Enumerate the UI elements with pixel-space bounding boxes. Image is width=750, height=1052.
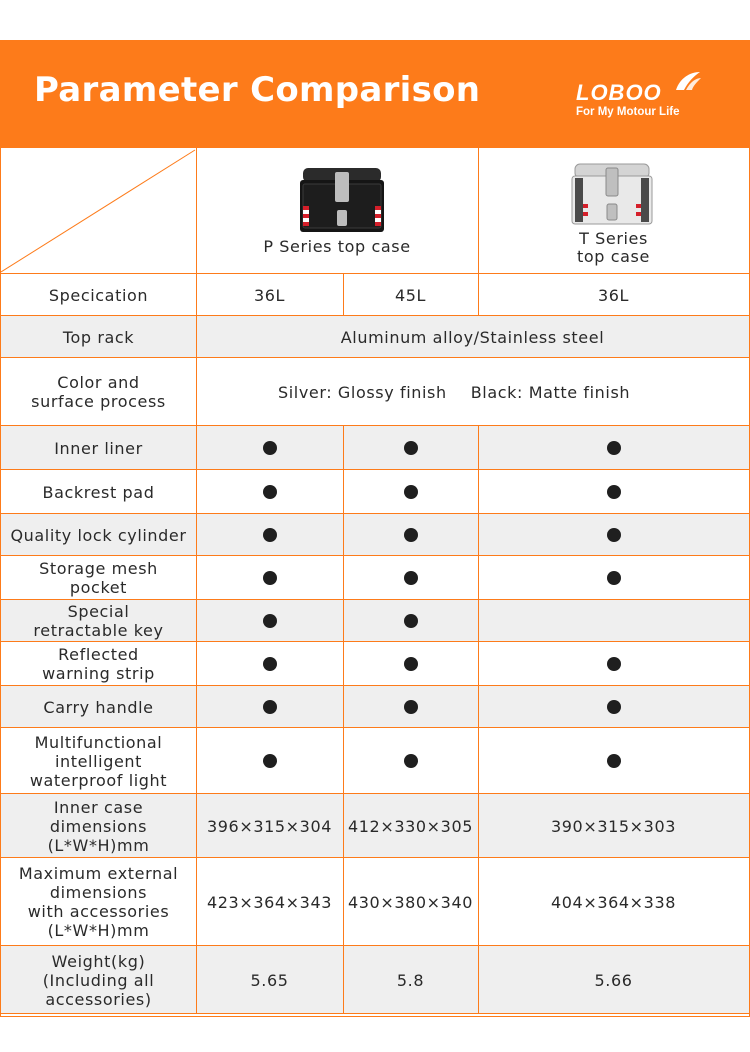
t-series-name: T Series top case: [577, 229, 650, 266]
row-label: [1, 794, 196, 858]
grid-line: [478, 946, 479, 1014]
row-label: [1, 600, 196, 642]
black-top-case-icon: [297, 162, 387, 236]
feature-dot-icon: [404, 528, 418, 542]
feature-dot-icon: [607, 657, 621, 671]
row-label-text: Inner case dimensions (L*W*H)mm: [47, 797, 150, 855]
row-label: [1, 358, 196, 426]
feature-dot-icon: [404, 657, 418, 671]
cell-p36: [196, 426, 343, 470]
merged-value-text: Aluminum alloy/Stainless steel: [340, 327, 605, 347]
cell-p45: [343, 426, 478, 470]
cell-p45-text: 430×380×340: [347, 892, 474, 912]
grid-line: [478, 470, 479, 514]
cell-p45-text: 5.8: [396, 970, 425, 990]
grid-line: [196, 148, 197, 274]
grid-line: [343, 426, 344, 470]
cell-t36-text: 390×315×303: [550, 816, 677, 836]
grid-line: [478, 148, 479, 274]
page-title: Parameter Comparison: [34, 70, 481, 110]
cell-t36-text: 5.66: [594, 970, 633, 990]
row-label-text: Carry handle: [43, 697, 154, 717]
row-label: [1, 686, 196, 728]
cell-t36: [478, 794, 749, 858]
grid-line: [196, 514, 197, 556]
cell-p36: [196, 642, 343, 686]
grid-line: [343, 514, 344, 556]
cell-t36-text: 404×364×338: [550, 892, 677, 912]
grid-line: [1, 1013, 749, 1014]
grid-line: [1, 641, 749, 642]
row-label-text: Inner liner: [54, 438, 143, 458]
grid-line: [196, 274, 197, 316]
grid-line: [478, 426, 479, 470]
grid-line: [343, 470, 344, 514]
row-label: [1, 470, 196, 514]
row-label: [1, 858, 196, 946]
feature-dot-icon: [404, 700, 418, 714]
p-series-name: P Series top case: [263, 237, 411, 256]
cell-t36: [478, 426, 749, 470]
cell-p36-text: 423×364×343: [206, 892, 333, 912]
cell-t36: [478, 858, 749, 946]
cell-p36: [196, 556, 343, 600]
feature-dot-icon: [404, 754, 418, 768]
cell-p36: [196, 600, 343, 642]
grid-line: [1, 945, 749, 946]
grid-line: [196, 600, 197, 642]
row-label: [1, 728, 196, 794]
feature-dot-icon: [263, 485, 277, 499]
grid-line: [343, 642, 344, 686]
cell-p36: [196, 514, 343, 556]
cell-p45: [343, 514, 478, 556]
feature-dot-icon: [607, 754, 621, 768]
cell-p45: [343, 794, 478, 858]
row-label-text: Storage mesh pocket: [39, 559, 158, 597]
comparison-table: [0, 148, 750, 1017]
grid-line: [478, 794, 479, 858]
feature-dot-icon: [263, 528, 277, 542]
feature-dot-icon: [404, 485, 418, 499]
row-label-text: Weight(kg) (Including all accessories): [42, 951, 155, 1009]
row-label: [1, 642, 196, 686]
feature-dot-icon: [607, 700, 621, 714]
grid-line: [196, 728, 197, 794]
cell-p45: [343, 728, 478, 794]
cell-p36: [196, 794, 343, 858]
cell-p45: [343, 556, 478, 600]
cell-t36: [478, 274, 749, 316]
grid-line: [196, 794, 197, 858]
header-banner: [0, 40, 750, 148]
cell-t36: [478, 600, 749, 642]
grid-line: [1, 357, 749, 358]
feature-dot-icon: [263, 614, 277, 628]
brand-name: LOBOO: [576, 80, 662, 105]
feature-dot-icon: [263, 754, 277, 768]
grid-line: [343, 686, 344, 728]
grid-line: [1, 599, 749, 600]
row-label-text: Special retractable key: [33, 602, 164, 640]
grid-line: [196, 358, 197, 426]
grid-line: [196, 556, 197, 600]
silver-top-case-icon: [569, 160, 655, 228]
grid-line: [1, 793, 749, 794]
cell-p45-text: 45L: [394, 285, 427, 305]
cell-t36: [478, 686, 749, 728]
grid-line: [196, 858, 197, 946]
feature-dot-icon: [404, 614, 418, 628]
cell-p36: [196, 858, 343, 946]
grid-line: [196, 686, 197, 728]
cell-t36: [478, 642, 749, 686]
grid-line: [1, 727, 749, 728]
grid-line: [196, 316, 197, 358]
grid-line: [478, 514, 479, 556]
row-label-text: Color and surface process: [31, 373, 166, 411]
cell-p36: [196, 728, 343, 794]
row-label: [1, 946, 196, 1014]
grid-line: [343, 274, 344, 316]
cell-p36: [196, 470, 343, 514]
color-finish-values: [196, 358, 749, 426]
grid-line: [1, 857, 749, 858]
feature-dot-icon: [263, 657, 277, 671]
feature-dot-icon: [263, 441, 277, 455]
grid-line: [343, 946, 344, 1014]
brand-slogan: For My Motour Life: [576, 106, 680, 118]
grid-line: [478, 642, 479, 686]
grid-line: [478, 728, 479, 794]
cell-p45: [343, 642, 478, 686]
cell-p36-text: 36L: [253, 285, 286, 305]
cell-p36-text: 396×315×304: [206, 816, 333, 836]
cell-t36: [478, 514, 749, 556]
grid-line: [343, 600, 344, 642]
cell-p45: [343, 600, 478, 642]
row-label-text: Quality lock cylinder: [10, 525, 187, 545]
grid-line: [1, 469, 749, 470]
grid-line: [1, 685, 749, 686]
feature-dot-icon: [607, 528, 621, 542]
silver-finish: Silver: Glossy finish: [278, 382, 447, 402]
cell-t36-text: 36L: [597, 285, 630, 305]
grid-line: [343, 794, 344, 858]
grid-line: [343, 858, 344, 946]
row-label-text: Multifunctional intelligent waterproof light: [29, 732, 168, 790]
feature-dot-icon: [404, 441, 418, 455]
cell-p45-text: 412×330×305: [347, 816, 474, 836]
row-label: [1, 316, 196, 358]
grid-line: [196, 470, 197, 514]
feature-dot-icon: [263, 700, 277, 714]
feature-dot-icon: [607, 485, 621, 499]
feature-dot-icon: [263, 571, 277, 585]
row-label: [1, 556, 196, 600]
cell-t36: [478, 728, 749, 794]
row-label-text: Top rack: [62, 327, 135, 347]
cell-t36: [478, 556, 749, 600]
row-label: [1, 426, 196, 470]
grid-line: [1, 555, 749, 556]
row-label-text: Reflected warning strip: [42, 645, 155, 683]
row-label: [1, 274, 196, 316]
feature-dot-icon: [607, 571, 621, 585]
grid-line: [478, 274, 479, 316]
cell-p36: [196, 946, 343, 1014]
grid-line: [478, 858, 479, 946]
cell-t36: [478, 946, 749, 1014]
grid-line: [196, 642, 197, 686]
merged-value: [196, 316, 749, 358]
grid-line: [196, 426, 197, 470]
grid-line: [478, 556, 479, 600]
grid-line: [196, 946, 197, 1014]
cell-p36: [196, 274, 343, 316]
corner-diagonal: [1, 148, 196, 274]
grid-line: [1, 315, 749, 316]
grid-line: [1, 425, 749, 426]
cell-p36: [196, 686, 343, 728]
row-label: [1, 514, 196, 556]
feature-dot-icon: [607, 441, 621, 455]
grid-line: [478, 600, 479, 642]
cell-p45: [343, 686, 478, 728]
cell-p45: [343, 470, 478, 514]
brand-logo: [576, 70, 706, 124]
cell-p45: [343, 858, 478, 946]
leaf-icon: [674, 70, 702, 92]
cell-p45: [343, 946, 478, 1014]
cell-p45: [343, 274, 478, 316]
feature-dot-icon: [404, 571, 418, 585]
grid-line: [343, 728, 344, 794]
grid-line: [1, 513, 749, 514]
black-finish: Black: Matte finish: [470, 382, 631, 402]
row-label-text: Specication: [48, 285, 149, 305]
grid-line: [1, 273, 749, 274]
row-label-text: Maximum external dimensions with accessories (L*W*H)mm: [18, 864, 179, 940]
grid-line: [478, 686, 479, 728]
cell-t36: [478, 470, 749, 514]
cell-p36-text: 5.65: [250, 970, 289, 990]
row-label-text: Backrest pad: [42, 482, 155, 502]
grid-line: [343, 556, 344, 600]
